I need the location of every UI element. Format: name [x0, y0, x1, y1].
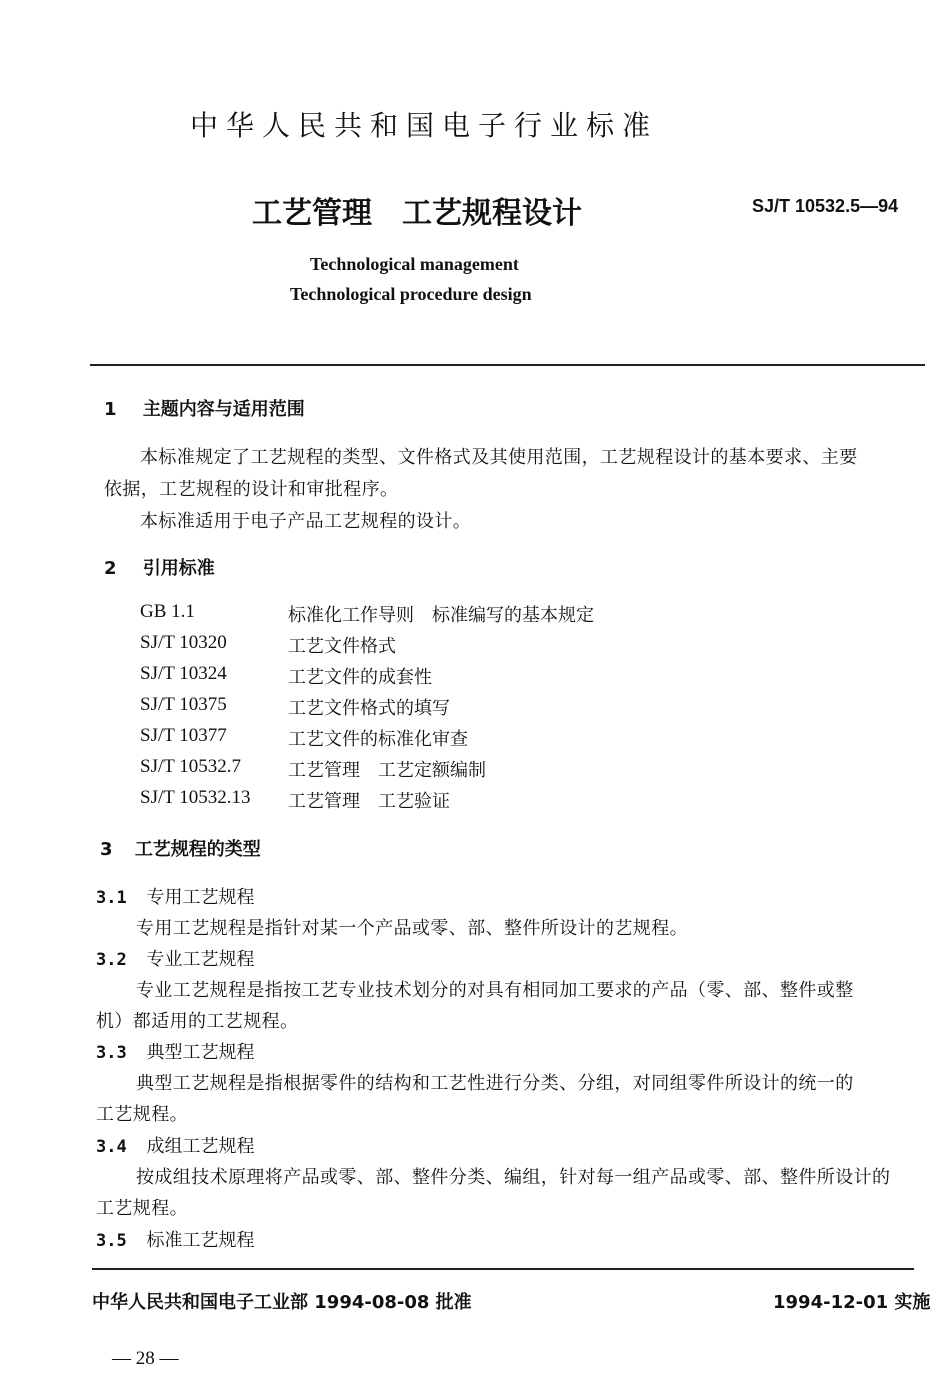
subsection-3-2-title: 专业工艺规程 — [146, 949, 255, 970]
subsection-3-2-number: 3.2 — [96, 950, 127, 970]
subsection-3-4-title: 成组工艺规程 — [146, 1136, 255, 1157]
section-2-heading — [104, 554, 215, 580]
reference-title: 工艺管理 工艺验证 — [288, 791, 450, 812]
subsection-3-1-title: 专用工艺规程 — [146, 887, 255, 908]
subsection-3-5-title: 标准工艺规程 — [146, 1230, 255, 1251]
section-1-para2: 本标准适用于电子产品工艺规程的设计。 — [140, 511, 472, 532]
subsection-3-4-heading — [96, 1132, 254, 1158]
reference-code: SJ/T 10532.13 — [140, 787, 251, 808]
reference-code: SJ/T 10532.7 — [140, 756, 242, 777]
subsection-3-5-heading — [96, 1226, 254, 1252]
section-2-number: 2 — [104, 558, 117, 579]
reference-code: SJ/T 10320 — [140, 632, 227, 653]
subsection-3-3-text-line2: 工艺规程。 — [96, 1104, 188, 1125]
subsection-3-2-text-line1: 专业工艺规程是指按工艺专业技术划分的对具有相同加工要求的产品（零、部、整件或整 — [136, 980, 854, 1001]
section-3-number: 3 — [100, 839, 113, 860]
section-1-heading — [104, 395, 305, 421]
section-3-title: 工艺规程的类型 — [134, 839, 261, 860]
subsection-3-2-text-line2: 机）都适用的工艺规程。 — [96, 1011, 299, 1032]
reference-title: 工艺文件的标准化审查 — [288, 729, 468, 750]
subsection-3-3-title: 典型工艺规程 — [146, 1042, 255, 1063]
reference-code: SJ/T 10377 — [140, 725, 227, 746]
subsection-3-4-text-line1: 按成组技术原理将产品或零、部、整件分类、编组，针对每一组产品或零、部、整件所设计的 — [136, 1167, 891, 1188]
subsection-3-5-number: 3.5 — [96, 1231, 127, 1251]
section-1-para1-line1: 本标准规定了工艺规程的类型、文件格式及其使用范围，工艺规程设计的基本要求、主要 — [140, 447, 858, 468]
reference-code: SJ/T 10375 — [140, 694, 227, 715]
page-number: — 28 — — [112, 1348, 179, 1369]
section-3-heading — [100, 835, 261, 861]
approval-statement: 中华人民共和国电子工业部 1994-08-08 批准 — [92, 1292, 472, 1313]
reference-title: 工艺管理 工艺定额编制 — [288, 760, 486, 781]
footer-divider — [92, 1268, 914, 1270]
section-1-para1-line2: 依据，工艺规程的设计和审批程序。 — [104, 479, 399, 500]
subsection-3-3-number: 3.3 — [96, 1043, 127, 1063]
reference-title: 标准化工作导则 标准编写的基本规定 — [288, 605, 594, 626]
header-divider — [90, 364, 925, 366]
subsection-3-4-text-line2: 工艺规程。 — [96, 1198, 188, 1219]
reference-title: 工艺文件格式的填写 — [288, 698, 450, 719]
section-2-title: 引用标准 — [142, 558, 215, 579]
section-1-title: 主题内容与适用范围 — [142, 399, 305, 420]
reference-title: 工艺文件的成套性 — [288, 667, 432, 688]
subsection-3-1-number: 3.1 — [96, 888, 127, 908]
english-title-line1: Technological management — [310, 254, 519, 274]
standard-code: SJ/T 10532.5—94 — [752, 196, 899, 216]
subsection-3-1-text: 专用工艺规程是指针对某一个产品或零、部、整件所设计的艺规程。 — [136, 918, 688, 939]
section-1-number: 1 — [104, 399, 117, 420]
standard-series-title: 中华人民共和国电子行业标准 — [190, 109, 659, 142]
subsection-3-1-heading — [96, 883, 254, 909]
subsection-3-4-number: 3.4 — [96, 1137, 127, 1157]
subsection-3-3-text-line1: 典型工艺规程是指根据零件的结构和工艺性进行分类、分组，对同组零件所设计的统一的 — [136, 1073, 854, 1094]
subsection-3-3-heading — [96, 1038, 254, 1064]
reference-title: 工艺文件格式 — [288, 636, 396, 657]
english-title-line2: Technological procedure design — [290, 284, 532, 304]
document-title: 工艺管理 工艺规程设计 — [252, 196, 582, 231]
subsection-3-2-heading — [96, 945, 254, 971]
implementation-date: 1994-12-01 实施 — [773, 1292, 931, 1313]
reference-code: SJ/T 10324 — [140, 663, 227, 684]
reference-code: GB 1.1 — [140, 601, 195, 622]
